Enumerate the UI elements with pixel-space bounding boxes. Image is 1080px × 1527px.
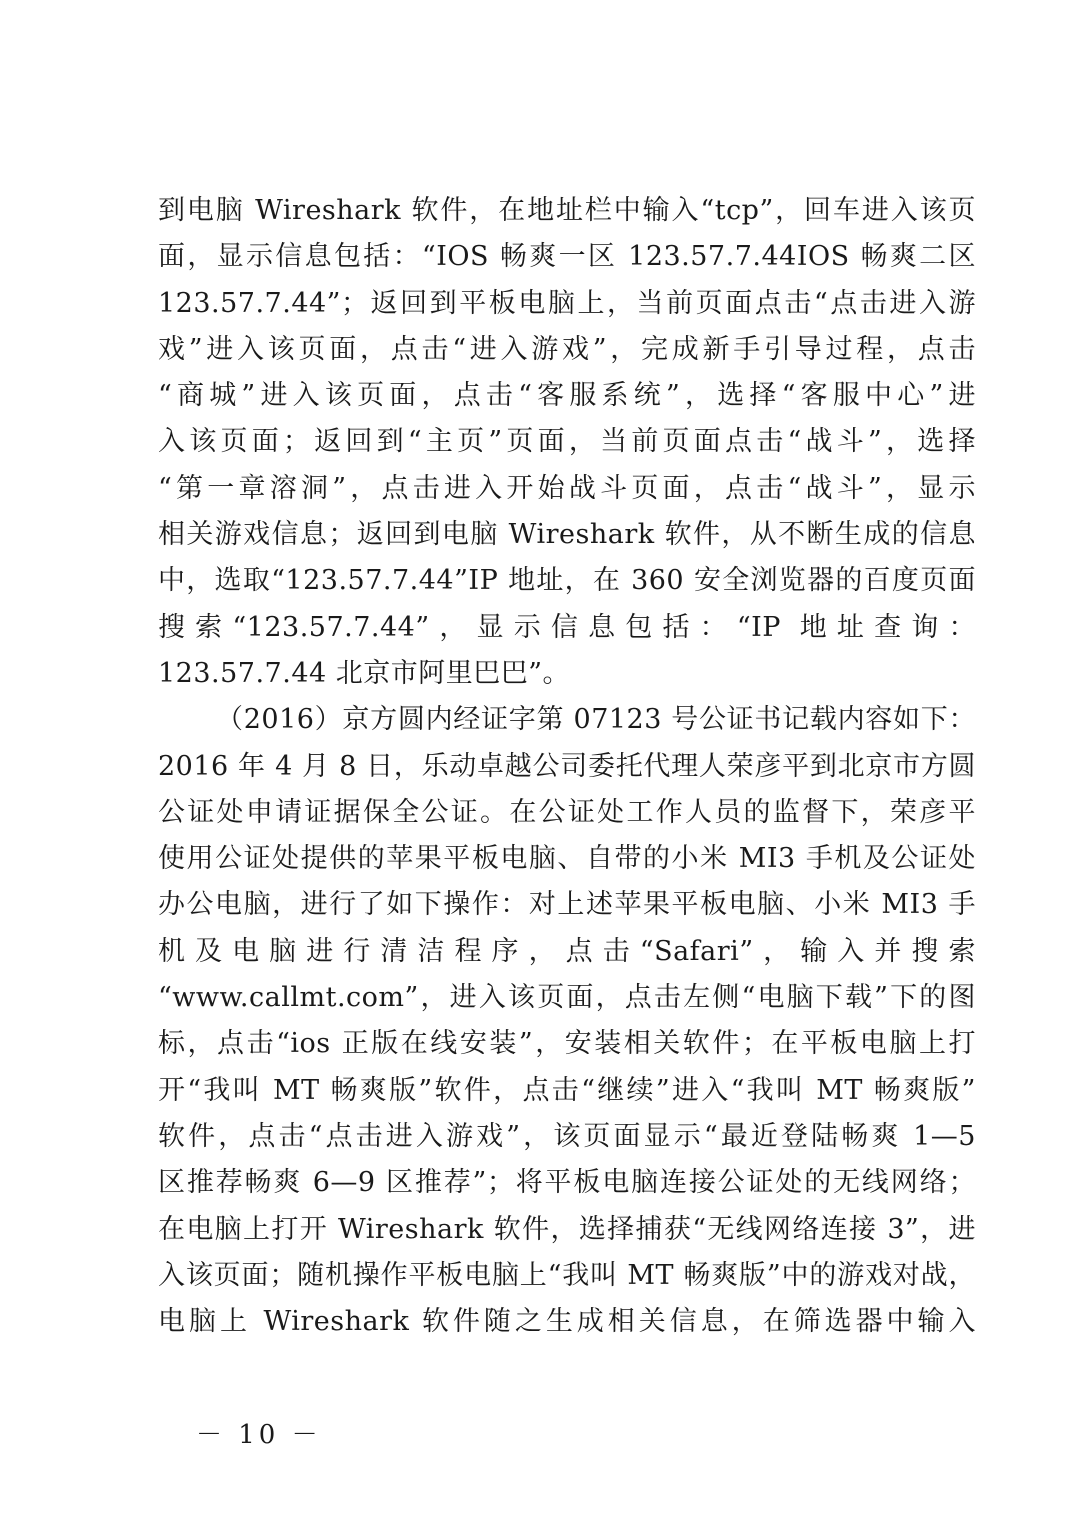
text-line: 123.57.7.44 北京市阿里巴巴”。 (158, 657, 571, 689)
paragraph-2 (158, 697, 976, 1345)
text-line: 软件，点击“点击进入游戏”，该页面显示“最近登陆畅爽 1—5 (158, 1120, 976, 1152)
text-line: 公证处申请证据保全公证。在公证处工作人员的监督下，荣彦平 (158, 796, 976, 828)
text-line: 办公电脑，进行了如下操作：对上述苹果平板电脑、小米 MI3 手 (158, 889, 976, 921)
text-line: 123.57.7.44”；返回到平板电脑上，当前页面点击“点击进入游 (158, 287, 976, 319)
text-line: 入该页面；返回到“主页”页面，当前页面点击“战斗”，选择 (158, 426, 976, 458)
text-line: 电脑上 Wireshark 软件随之生成相关信息，在筛选器中输入 (158, 1306, 976, 1338)
text-line: 入该页面；随机操作平板电脑上“我叫 MT 畅爽版”中的游戏对战， (158, 1259, 976, 1291)
text-line: “第一章溶洞”，点击进入开始战斗页面，点击“战斗”，显示 (158, 472, 976, 504)
text-line: 使用公证处提供的苹果平板电脑、自带的小米 MI3 手机及公证处 (158, 843, 976, 875)
text-line: 在电脑上打开 Wireshark 软件，选择捕获“无线网络连接 3”，进 (158, 1213, 976, 1245)
text-line: 中，选取“123.57.7.44”IP 地址，在 360 安全浏览器的百度页面 (158, 565, 976, 597)
text-line: 搜索“123.57.7.44”，显示信息包括：“IP 地址查询： (158, 611, 976, 643)
text-line: 开“我叫 MT 畅爽版”软件，点击“继续”进入“我叫 MT 畅爽版” (158, 1074, 976, 1106)
paragraph-1 (158, 188, 976, 697)
text-line: “www.callmt.com”，进入该页面，点击左侧“电脑下载”下的图 (158, 982, 976, 1014)
text-line: 机及电脑进行清洁程序，点击“Safari”，输入并搜索 (158, 935, 976, 967)
text-line: “商城”进入该页面，点击“客服系统”，选择“客服中心”进 (158, 380, 976, 412)
text-line: 面，显示信息包括：“IOS 畅爽一区 123.57.7.44IOS 畅爽二区 (158, 241, 976, 273)
page-number: － 10 － (196, 1420, 322, 1450)
text-line: 区推荐畅爽 6—9 区推荐”；将平板电脑连接公证处的无线网络； (158, 1167, 976, 1199)
document-body (158, 188, 976, 1345)
text-line: 标，点击“ios 正版在线安装”，安装相关软件；在平板电脑上打 (158, 1028, 976, 1060)
text-line: 相关游戏信息；返回到电脑 Wireshark 软件，从不断生成的信息 (158, 519, 976, 551)
text-line: （2016）京方圆内经证字第 07123 号公证书记载内容如下： (216, 704, 976, 736)
text-line: 2016 年 4 月 8 日，乐动卓越公司委托代理人荣彦平到北京市方圆 (158, 750, 976, 782)
text-line: 到电脑 Wireshark 软件，在地址栏中输入“tcp”，回车进入该页 (158, 195, 976, 226)
text-line: 戏”进入该页面，点击“进入游戏”，完成新手引导过程，点击 (158, 333, 976, 365)
